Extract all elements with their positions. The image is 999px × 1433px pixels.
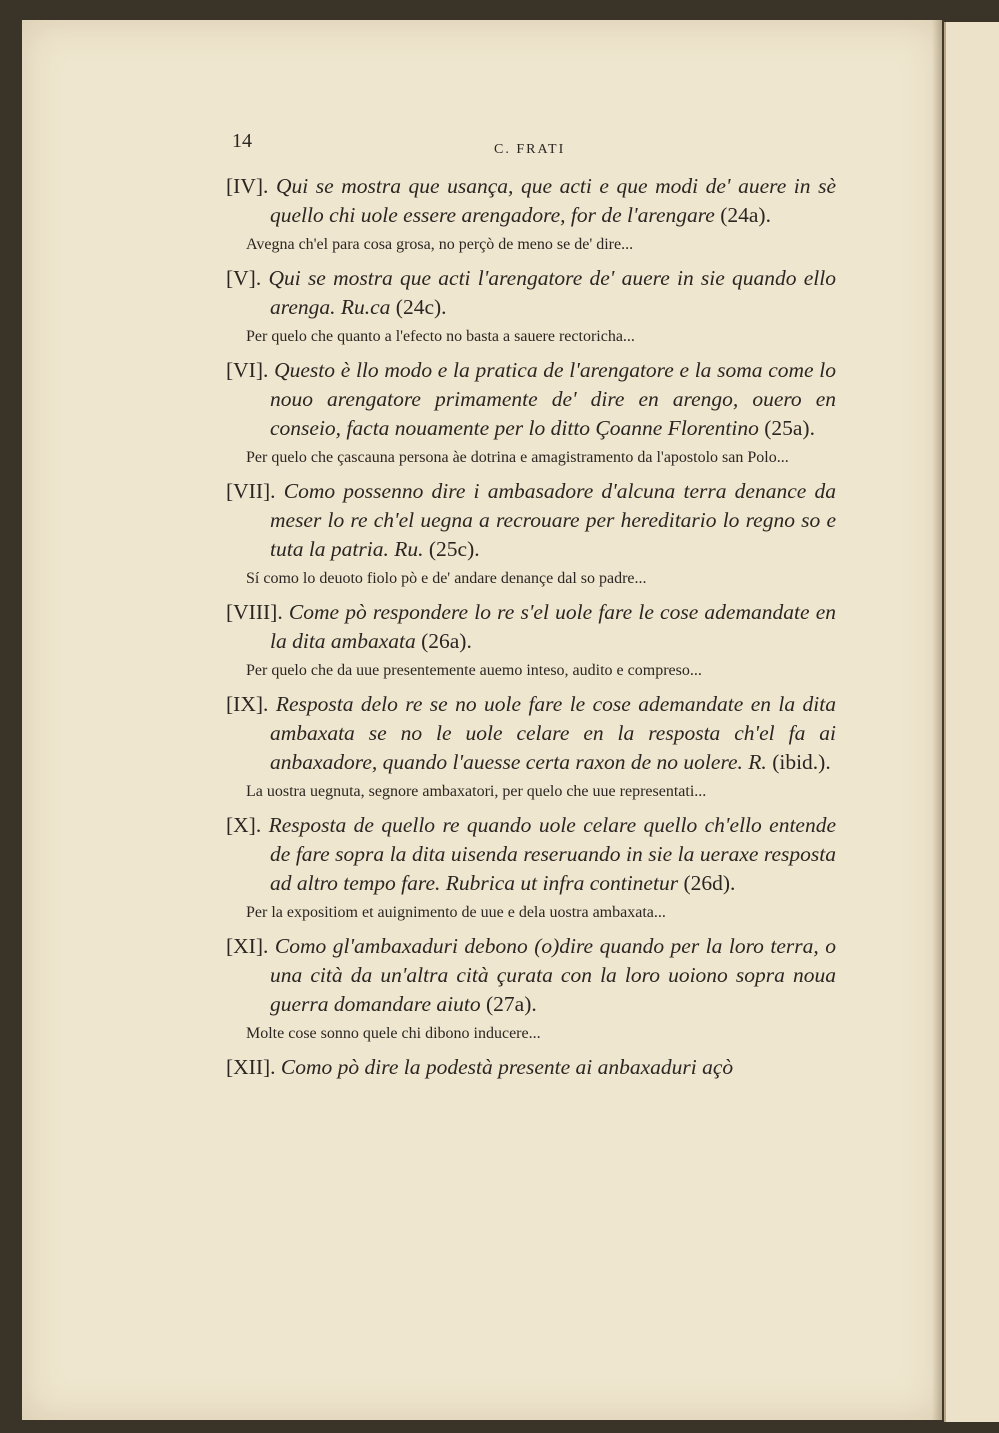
- entry-heading: [226, 811, 836, 898]
- entry-reference: (25c).: [428, 537, 480, 561]
- facing-page-edge: [944, 22, 999, 1422]
- entry-heading: [226, 477, 836, 564]
- entry-incipit: Avegna ch'el para cosa grosa, no perçò de meno se de' dire...: [246, 236, 634, 253]
- entry-incipit: Molte cose sonno quele chi dibono inducere...: [246, 1025, 541, 1042]
- entry-heading: [226, 932, 836, 1019]
- entry-rubric: Como gl'ambaxaduri debono (o)dire quando per la loro terra, o una cità da un'altra cità çurata con la loro uoiono sopra noua guerra domandare aiuto: [270, 934, 836, 1016]
- entry-vii: [226, 477, 836, 592]
- entry-heading: [226, 1053, 836, 1082]
- entry-ix: [226, 690, 836, 805]
- entry-heading: [226, 264, 836, 322]
- entry-heading: [226, 690, 836, 777]
- entry-rubric: Qui se mostra que acti l'arengatore de' auere in sie quando ello arenga. Ru.ca: [268, 266, 837, 319]
- running-head: C. FRATI: [494, 142, 566, 157]
- entry-incipit: La uostra uegnuta, segnore ambaxatori, per quelo che uue representati...: [246, 783, 707, 800]
- entry-xi: [226, 932, 836, 1047]
- entry-number: [IV].: [226, 174, 269, 198]
- entry-incipit: Sí como lo deuoto fiolo pò e de' andare denançe dal so padre...: [246, 570, 647, 587]
- entry-reference: (26a).: [421, 629, 472, 653]
- entry-reference: (24a).: [720, 203, 771, 227]
- entry-iv: [226, 172, 836, 258]
- entry-number: [XII].: [226, 1055, 276, 1079]
- entry-reference: (ibid.).: [772, 750, 831, 774]
- entry-rubric: Como pò dire la podestà presente ai anbaxaduri açò: [280, 1055, 734, 1079]
- entry-number: [X].: [226, 813, 262, 837]
- entry-rubric: Qui se mostra que usança, que acti e que modi de' auere in sè quello chi uole essere arengadore, for de l'arengare: [270, 174, 836, 227]
- page-header: [232, 130, 832, 160]
- entry-number: [V].: [226, 266, 262, 290]
- entry-vi: [226, 356, 836, 471]
- entry-v: [226, 264, 836, 350]
- entry-number: [VI].: [226, 358, 269, 382]
- entry-number: [XI].: [226, 934, 269, 958]
- entry-incipit: Per quelo che da uue presentemente auemo inteso, audito e compreso...: [246, 662, 702, 679]
- entry-rubric: Come pò respondere lo re s'el uole fare le cose ademandate en la dita ambaxata: [270, 600, 836, 653]
- entry-heading: [226, 356, 836, 443]
- entry-incipit: Per quelo che çascauna persona àe dotrina e amagistramento da l'apostolo san Polo...: [246, 449, 789, 466]
- entry-rubric: Resposta de quello re quando uole celare quello ch'ello entende de fare sopra la dita uisenda reseruando in sie la ueraxe resposta ad altro tempo fare. Rubrica ut infra continetur: [268, 813, 837, 895]
- entry-incipit: Per quelo che quanto a l'efecto no basta a sauere rectoricha...: [246, 328, 635, 345]
- entry-rubric: Resposta delo re se no uole fare le cose ademandate en la dita ambaxata se no le uole celare en la resposta ch'el fa ai anbaxadore, quando l'auesse certa raxon de no uolere. R.: [270, 692, 837, 774]
- entry-rubric: Questo è llo modo e la pratica de l'arengatore e la soma come lo nouo arengatore primamente de' dire en arengo, ouero en conseio, facta nouamente per lo ditto Çoanne Florentino: [270, 358, 837, 440]
- entry-reference: (24c).: [395, 295, 447, 319]
- entry-xii: [226, 1053, 836, 1082]
- entry-number: [IX].: [226, 692, 269, 716]
- entry-number: [VII].: [226, 479, 276, 503]
- entry-viii: [226, 598, 836, 684]
- entry-number: [VIII].: [226, 600, 283, 624]
- entry-reference: (25a).: [764, 416, 815, 440]
- entry-reference: (27a).: [486, 992, 537, 1016]
- page-number: 14: [232, 130, 252, 152]
- page-body: [226, 172, 836, 1086]
- entry-heading: [226, 172, 836, 230]
- entry-x: [226, 811, 836, 926]
- binding-shadow: [932, 20, 944, 1420]
- entry-heading: [226, 598, 836, 656]
- entry-rubric: Como possenno dire i ambasadore d'alcuna terra denance da meser lo re ch'el uegna a recrouare per hereditario lo regno so e tuta la patria. Ru.: [270, 479, 837, 561]
- entry-incipit: Per la expositiom et auignimento de uue e dela uostra ambaxata...: [246, 904, 666, 921]
- entry-reference: (26d).: [683, 871, 736, 895]
